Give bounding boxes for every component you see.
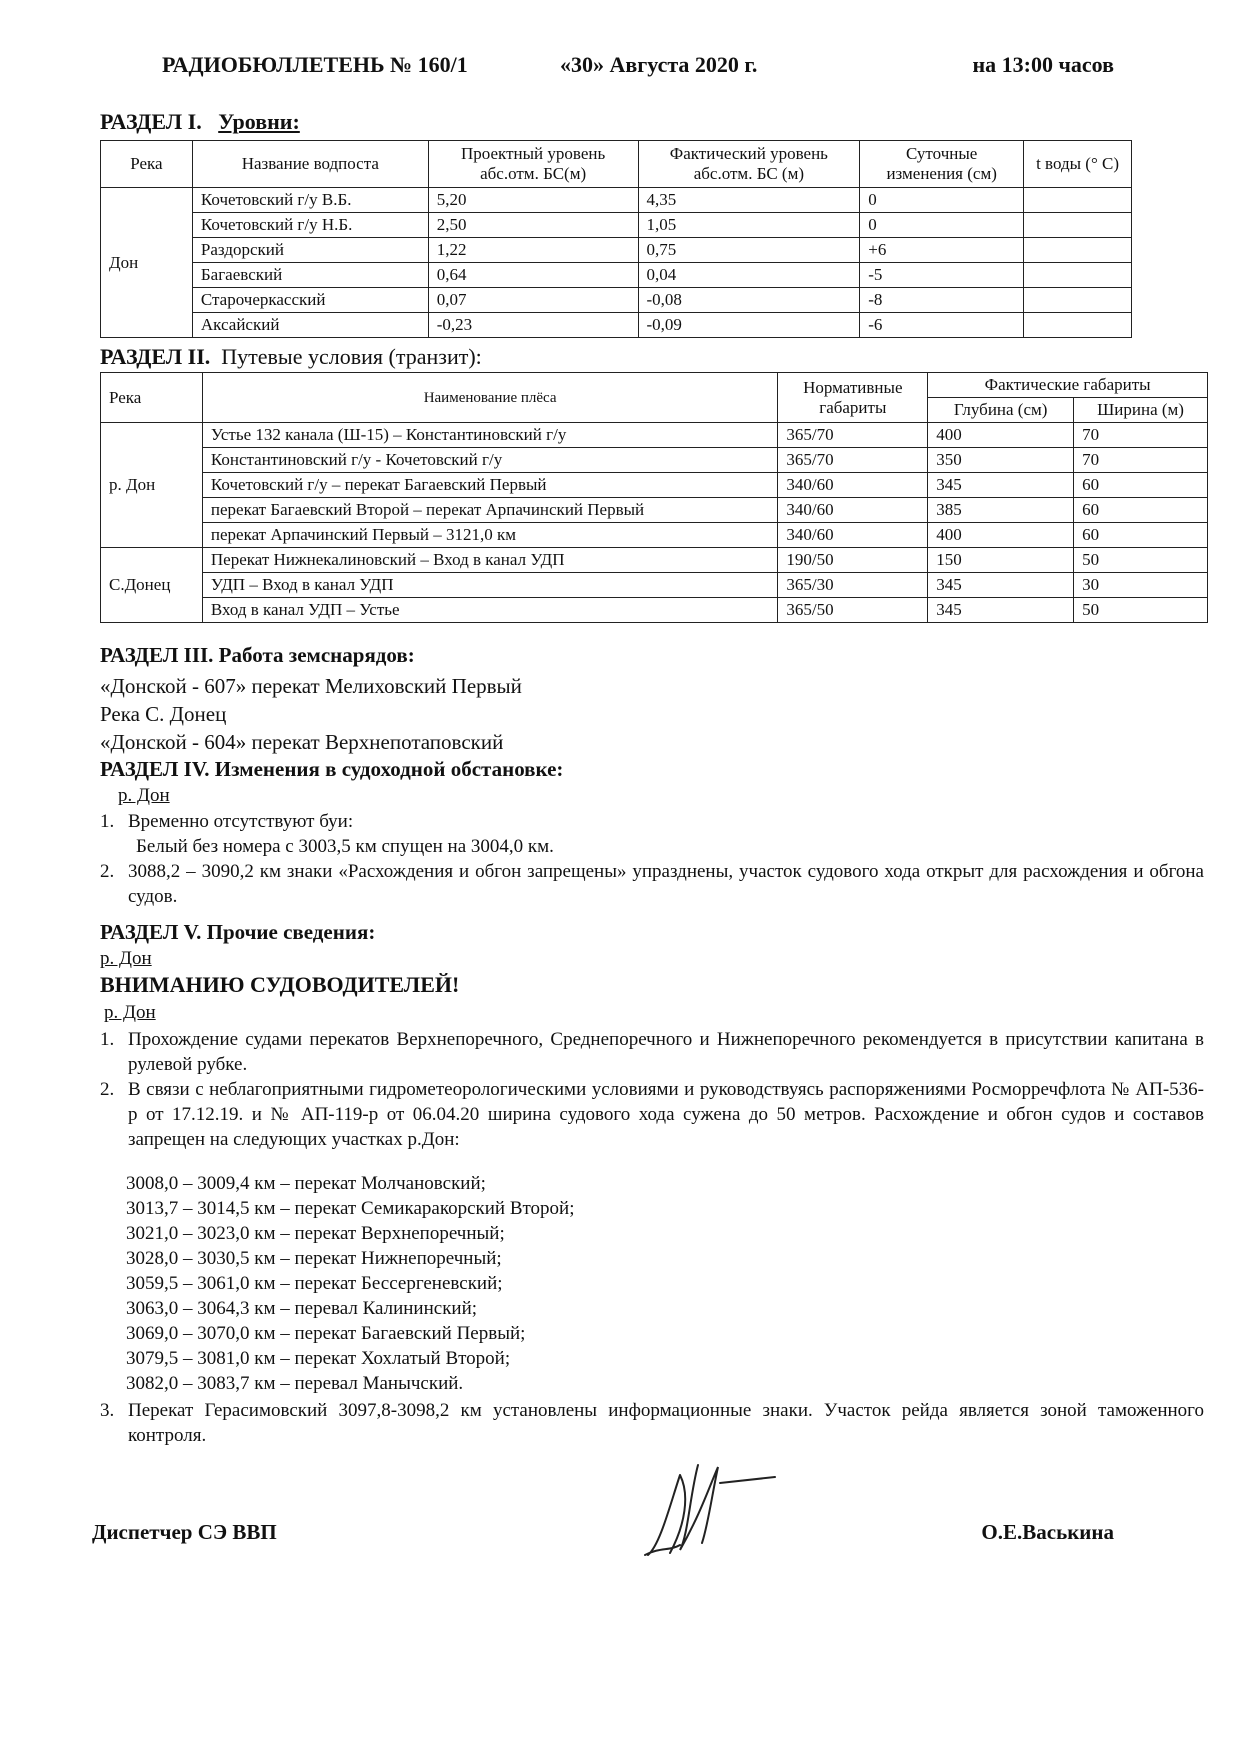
levels-project-value: 0,64 — [428, 263, 638, 288]
dispatcher-name: О.Е.Васькина — [981, 1520, 1114, 1544]
levels-col-river: Река — [101, 141, 193, 188]
list-item-text: 3088,2 – 3090,2 км знаки «Расхождения и обгон запрещены» упразднены, участок судового хода открыт для расхождения и обгона судов. — [128, 861, 1204, 907]
route-table — [100, 372, 1208, 623]
route-header-row — [101, 373, 1208, 398]
attention-river: р. Дон — [104, 1002, 156, 1023]
table-row — [101, 263, 1132, 288]
list-item-text: Временно отсутствуют буи: — [128, 811, 354, 832]
route-col-actual: Фактические габариты — [928, 373, 1208, 398]
list-item-number: 1. — [100, 1029, 115, 1050]
section5-river: р. Дон — [100, 948, 152, 969]
table-row — [101, 573, 1208, 598]
levels-change-value: +6 — [860, 238, 1024, 263]
route-depth: 150 — [928, 548, 1074, 573]
levels-actual-value: 0,04 — [638, 263, 860, 288]
list-item-number: 2. — [100, 861, 115, 882]
levels-change-value: -6 — [860, 313, 1024, 338]
route-river-cell: С.Донец — [101, 548, 203, 623]
table-row — [101, 238, 1132, 263]
levels-post-name: Старочеркасский — [192, 288, 428, 313]
route-norm: 190/50 — [778, 548, 928, 573]
route-width: 60 — [1074, 473, 1208, 498]
list-item — [100, 1077, 1204, 1152]
route-col-depth: Глубина (см) — [928, 398, 1074, 423]
table-row — [101, 313, 1132, 338]
section4-title: РАЗДЕЛ IV. Изменения в судоходной обстановке: — [100, 757, 564, 781]
levels-change-value: 0 — [860, 213, 1024, 238]
route-reach: Кочетовский г/у – перекат Багаевский Первый — [202, 473, 777, 498]
route-norm: 365/70 — [778, 423, 928, 448]
route-width: 60 — [1074, 523, 1208, 548]
levels-actual-value: 1,05 — [638, 213, 860, 238]
route-river-cell: р. Дон — [101, 423, 203, 548]
route-depth: 345 — [928, 573, 1074, 598]
route-depth: 385 — [928, 498, 1074, 523]
handwritten-signature — [640, 1455, 780, 1570]
table-row — [101, 448, 1208, 473]
table-row — [101, 548, 1208, 573]
section2-title-number: РАЗДЕЛ II. — [100, 344, 211, 369]
section3-title: РАЗДЕЛ III. Работа земснарядов: — [100, 643, 415, 667]
restricted-zone: 3008,0 – 3009,4 км – перекат Молчановский; — [126, 1173, 486, 1194]
levels-col-change — [860, 141, 1024, 188]
route-reach: УДП – Вход в канал УДП — [202, 573, 777, 598]
section1-title — [100, 110, 300, 134]
levels-project-value: 0,07 — [428, 288, 638, 313]
list-item-number: 3. — [100, 1400, 115, 1421]
levels-project-value: -0,23 — [428, 313, 638, 338]
route-width: 60 — [1074, 498, 1208, 523]
route-norm: 365/50 — [778, 598, 928, 623]
levels-table — [100, 140, 1132, 338]
levels-col-project-label: Проектный уровень абс.отм. БС(м) — [461, 144, 606, 183]
restricted-zone: 3069,0 – 3070,0 км – перекат Багаевский Первый; — [126, 1323, 526, 1344]
list-item — [100, 1398, 1204, 1448]
section5-list-continued — [100, 1398, 1204, 1448]
levels-post-name: Раздорский — [192, 238, 428, 263]
levels-col-project — [428, 141, 638, 188]
table-row — [101, 423, 1208, 448]
restricted-zone: 3028,0 – 3030,5 км – перекат Нижнепоречный; — [126, 1248, 502, 1269]
levels-header-row — [101, 141, 1132, 188]
levels-temp-value — [1024, 288, 1132, 313]
table-row — [101, 523, 1208, 548]
route-reach: Перекат Нижнекалиновский – Вход в канал УДП — [202, 548, 777, 573]
section4-list — [100, 809, 1204, 909]
levels-col-temp-label: t воды (° С) — [1036, 154, 1120, 173]
section1-title-text: Уровни: — [218, 109, 300, 134]
section3-line: Река С. Донец — [100, 702, 227, 726]
levels-post-name: Аксайский — [192, 313, 428, 338]
route-depth: 400 — [928, 523, 1074, 548]
levels-actual-value: -0,09 — [638, 313, 860, 338]
levels-post-name: Кочетовский г/у В.Б. — [192, 188, 428, 213]
list-item-number: 2. — [100, 1079, 115, 1100]
levels-temp-value — [1024, 213, 1132, 238]
restricted-zones-list — [126, 1171, 575, 1396]
levels-project-value: 2,50 — [428, 213, 638, 238]
list-item — [100, 809, 1204, 834]
levels-change-value: -5 — [860, 263, 1024, 288]
levels-col-actual — [638, 141, 860, 188]
list-item — [100, 834, 1204, 859]
signature-icon — [640, 1455, 780, 1565]
attention-heading: ВНИМАНИЮ СУДОВОДИТЕЛЕЙ! — [100, 972, 460, 997]
levels-actual-value: -0,08 — [638, 288, 860, 313]
levels-actual-value: 4,35 — [638, 188, 860, 213]
route-width: 50 — [1074, 598, 1208, 623]
route-norm: 365/70 — [778, 448, 928, 473]
bulletin-title: РАДИОБЮЛЛЕТЕНЬ № 160/1 — [162, 52, 468, 77]
restricted-zone: 3013,7 – 3014,5 км – перекат Семикаракорский Второй; — [126, 1198, 575, 1219]
section2-title-text: Путевые условия (транзит): — [221, 344, 482, 369]
route-depth: 400 — [928, 423, 1074, 448]
table-row — [101, 213, 1132, 238]
levels-col-change-label: Суточные изменения (см) — [886, 144, 997, 183]
restricted-zone: 3021,0 – 3023,0 км – перекат Верхнепоречный; — [126, 1223, 505, 1244]
route-norm: 340/60 — [778, 523, 928, 548]
table-row — [101, 598, 1208, 623]
route-reach: перекат Арпачинский Первый – 3121,0 км — [202, 523, 777, 548]
levels-post-name: Кочетовский г/у Н.Б. — [192, 213, 428, 238]
section2-title — [100, 345, 482, 369]
list-item-text: Перекат Герасимовский 3097,8-3098,2 км установлены информационные знаки. Участок рейда является зоной таможенного контроля. — [128, 1400, 1204, 1446]
levels-actual-value: 0,75 — [638, 238, 860, 263]
levels-temp-value — [1024, 188, 1132, 213]
restricted-zone: 3079,5 – 3081,0 км – перекат Хохлатый Второй; — [126, 1348, 511, 1369]
route-norm: 340/60 — [778, 498, 928, 523]
bulletin-time: на 13:00 часов — [972, 52, 1114, 77]
section4-river: р. Дон — [118, 785, 170, 806]
route-reach: Устье 132 канала (Ш-15) – Константиновский г/у — [202, 423, 777, 448]
route-width: 70 — [1074, 423, 1208, 448]
bulletin-date: «30» Августа 2020 г. — [560, 52, 758, 77]
list-item — [100, 1027, 1204, 1077]
section1-title-number: РАЗДЕЛ I. — [100, 109, 202, 134]
table-row — [101, 188, 1132, 213]
levels-col-temp — [1024, 141, 1132, 188]
route-width: 50 — [1074, 548, 1208, 573]
route-norm: 365/30 — [778, 573, 928, 598]
restricted-zone: 3082,0 – 3083,7 км – перевал Манычский. — [126, 1373, 464, 1394]
list-item-number: 1. — [100, 811, 115, 832]
route-depth: 345 — [928, 598, 1074, 623]
route-col-reach: Наименование плёса — [202, 373, 777, 423]
section3-lines — [100, 672, 522, 756]
route-depth: 350 — [928, 448, 1074, 473]
levels-temp-value — [1024, 263, 1132, 288]
route-depth: 345 — [928, 473, 1074, 498]
levels-change-value: 0 — [860, 188, 1024, 213]
section5-title: РАЗДЕЛ V. Прочие сведения: — [100, 920, 376, 944]
table-row — [101, 288, 1132, 313]
table-row — [101, 473, 1208, 498]
levels-project-value: 1,22 — [428, 238, 638, 263]
route-reach: Вход в канал УДП – Устье — [202, 598, 777, 623]
dispatcher-position: Диспетчер СЭ ВВП — [92, 1520, 277, 1544]
list-item-text: В связи с неблагоприятными гидрометеорологическими условиями и руководствуясь распоряжениями Росморречфлота № АП-536-р от 17.12.19. и № АП-119-р от 06.04.20 ширина судового хода сужена до 50 метров. Расхождение и обгон судов и составов запрещен на следующих участках р.Дон: — [128, 1079, 1204, 1150]
route-col-river: Река — [101, 373, 203, 423]
levels-temp-value — [1024, 313, 1132, 338]
levels-temp-value — [1024, 238, 1132, 263]
route-norm: 340/60 — [778, 473, 928, 498]
route-width: 30 — [1074, 573, 1208, 598]
list-item-text: Белый без номера с 3003,5 км спущен на 3004,0 км. — [136, 836, 554, 857]
levels-post-name: Багаевский — [192, 263, 428, 288]
section3-line: «Донской - 604» перекат Верхнепотаповский — [100, 730, 504, 754]
levels-change-value: -8 — [860, 288, 1024, 313]
restricted-zone: 3063,0 – 3064,3 км – перевал Калининский; — [126, 1298, 478, 1319]
levels-col-post: Название водпоста — [192, 141, 428, 188]
section5-list — [100, 1027, 1204, 1152]
levels-project-value: 5,20 — [428, 188, 638, 213]
list-item — [100, 859, 1204, 909]
route-col-norm-label: Нормативные габариты — [803, 377, 903, 417]
levels-river-cell: Дон — [101, 188, 193, 338]
restricted-zone: 3059,5 – 3061,0 км – перекат Бессергеневский; — [126, 1273, 503, 1294]
route-col-norm — [778, 373, 928, 423]
table-row — [101, 498, 1208, 523]
levels-col-actual-label: Фактический уровень абс.отм. БС (м) — [669, 144, 828, 183]
list-item-text: Прохождение судами перекатов Верхнепоречного, Среднепоречного и Нижнепоречного рекомендуется в присутствии капитана в рулевой рубке. — [128, 1029, 1204, 1075]
route-reach: перекат Багаевский Второй – перекат Арпачинский Первый — [202, 498, 777, 523]
section3-line: «Донской - 607» перекат Мелиховский Первый — [100, 674, 522, 698]
route-reach: Константиновский г/у - Кочетовский г/у — [202, 448, 777, 473]
route-width: 70 — [1074, 448, 1208, 473]
route-col-width: Ширина (м) — [1074, 398, 1208, 423]
